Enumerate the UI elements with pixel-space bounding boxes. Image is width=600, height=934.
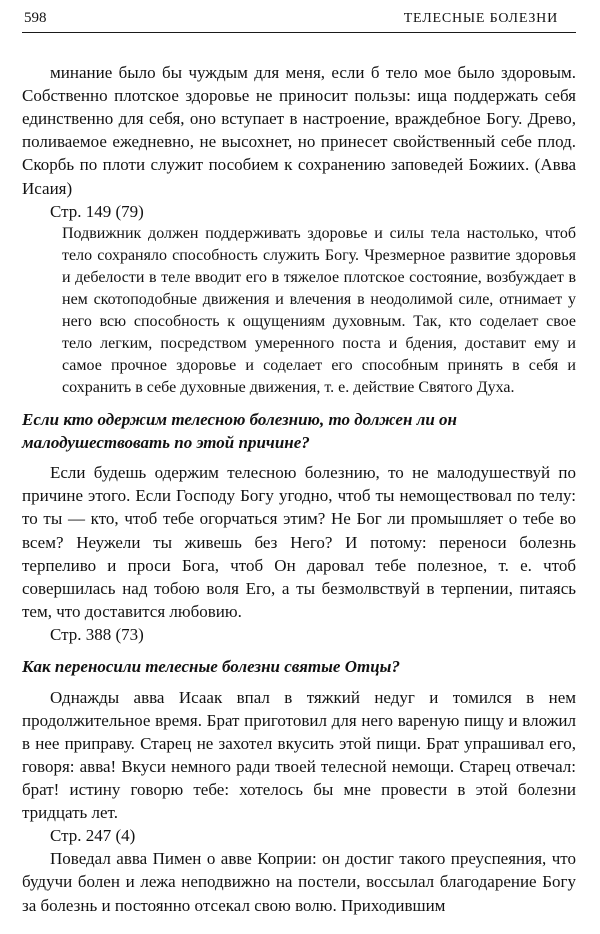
citation-reference: Стр. 247 (4) <box>50 826 136 846</box>
page-body <box>22 61 576 917</box>
header-rule <box>22 32 576 33</box>
citation-reference: Стр. 149 (79) <box>50 201 144 221</box>
page-header <box>22 10 576 27</box>
paragraph-continuation: минание было бы чуждым для меня, если б тело мое было здоровым. Собственно плотское здоровье не приносит пользы: ища поддержать себя единственно для себя, оно вступает в настроение, враждебное Богу. Древо, поливаемое ежедневно, не высохнет, но принесет свойственный себе плод. Скорбь по плоти служит пособием к сохранению заповедей Божиих. (Авва Исаия) <box>22 63 576 198</box>
paragraph: Если будешь одержим телесною болезнию, то не малодушествуй по причине этого. Если Господу Богу угодно, чтоб ты немоществовал по телу: то ты — кто, чтоб тебе огорчаться этим? Не Бог ли промышляет о тебе во всем? Неужели ты живешь без Него? И потому: переноси болезнь терпеливо и проси Бога, чтоб Он даровал тебе полезное, т. е. чтоб совершилась над тобою воля Его, а ты безмолвствуй в терпении, питаясь тем, что доставится любовию. <box>22 463 576 621</box>
paragraph: Однажды авва Исаак впал в тяжкий недуг и томился в нем продолжительное время. Брат приготовил для него вареную пищу и вложил в нее приправу. Старец не захотел вкусить этой пищи. Брат упрашивал его, говоря: авва! Вкуси немного ради твоей телесной немощи. Старец отвечал: брат! истину говорю тебе: хотелось бы мне провести в этой болезни тридцать лет. <box>22 687 576 823</box>
section-question-heading: Если кто одержим телесною болезнию, то должен ли он малодушествовать по этой причине? <box>22 410 457 452</box>
page-number: 598 <box>24 10 47 26</box>
section-question-heading: Как переносили телесные болезни святые Отцы? <box>22 657 400 677</box>
running-title: ТЕЛЕСНЫЕ БОЛЕЗНИ <box>403 11 558 26</box>
citation-reference: Стр. 388 (73) <box>50 625 144 645</box>
paragraph: Поведал авва Пимен о авве Коприи: он достиг такого преуспеяния, что будучи болен и лежа неподвижно на постели, воссылал благодарение Богу за болезнь и постоянно отсекал свою волю. Приходившим <box>22 849 576 915</box>
blockquote-paragraph: Подвижник должен поддерживать здоровье и силы тела настолько, чтоб тело сохраняло способность служить Богу. Чрезмерное развитие здоровья и дебелости в теле вводит его в тяжелое плотское состояние, возбуждает в нем скотоподобные движения и влечения в неодолимой силе, отнимает у него всю способность к ощущениям духовным. Так, кто соделает свое тело легким, посредством умеренного поста и бдения, доставит ему и самое прочное здоровье и соделает его способным принять в себя и сохранить в себе духовные движения, т. е. действие Святого Духа. <box>62 224 576 397</box>
